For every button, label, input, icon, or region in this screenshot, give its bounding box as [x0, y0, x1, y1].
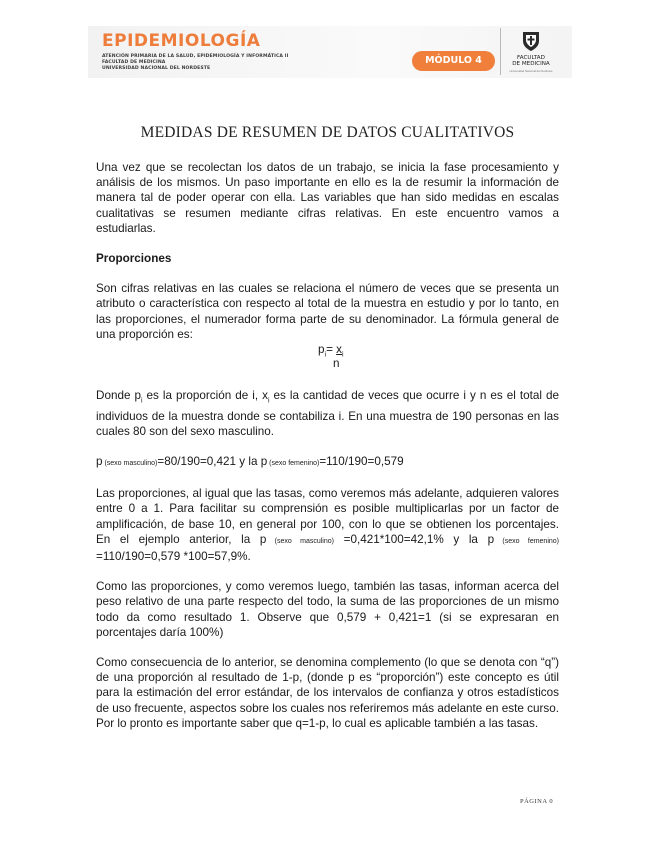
subtitle-line: ATENCIÓN PRIMARIA DE LA SALUD, EPIDEMIOLOGÍA Y INFORMÁTICA II	[102, 54, 289, 59]
definition-paragraph: Son cifras relativas en las cuales se relaciona el número de veces que se presenta un atributo o característica con respecto al total de la muestra en estudio y por lo tanto, en las proporciones, el numerador forma parte de su denominador. La fórmula general de una proporción es:	[96, 282, 559, 341]
subtitle-line: UNIVERSIDAD NACIONAL DEL NORDESTE	[102, 66, 211, 71]
subscript: (sexo femenino)	[494, 537, 559, 545]
explanation-paragraph	[96, 388, 559, 439]
subscript: (sexo masculino)	[102, 459, 158, 467]
percentage-paragraph	[96, 486, 559, 564]
subtitle-line: FACULTAD DE MEDICINA	[102, 60, 166, 65]
text-run: =0,421*100=42,1% y la p	[333, 532, 495, 546]
section-heading: Proporciones	[96, 252, 172, 266]
text-run: Donde p	[96, 389, 141, 403]
page-title: MEDIDAS DE RESUMEN DE DATOS CUALITATIVOS	[140, 124, 515, 141]
text-run: Las proporciones, al igual que las tasas, como veremos más adelante, adquieren valores entre 0 a 1. Para facilitar su comprensión es posible multiplicarlas por un factor de amplificación, de base 10, en general por 100, con lo que se obtienen los porcentajes. En el ejemplo anterior, la p	[96, 487, 559, 546]
faculty-subtext: Universidad Nacional del Nordeste	[509, 69, 553, 73]
formula-numerator-line	[318, 342, 344, 363]
university-shield-icon	[520, 30, 542, 52]
text-run: es la cantidad de veces que ocurre i y n es el total de individuos de la muestra donde se contabiliza i. En una muestra de 190 personas en las cuales 80 son del sexo masculino.	[96, 389, 559, 438]
brand-title: EPIDEMIOLOGÍA	[102, 31, 261, 51]
formula-lhs: p	[318, 343, 325, 357]
faculty-text: FACULTAD DE MEDICINA	[512, 55, 550, 68]
text-run: =110/190=0,579	[319, 454, 404, 468]
page-number: PÁGINA 0	[520, 798, 554, 805]
header-banner	[88, 26, 572, 78]
sum-paragraph: Como las proporciones, y como veremos luego, también las tasas, informan acerca del peso relativo de una parte respecto del todo, la suma de las proporciones de un mismo todo da como resultado 1. Observe que 0,579 + 0,421=1 (si se expresaran en porcentajes daría 100%)	[96, 580, 559, 639]
subscript: (sexo femenino)	[267, 459, 320, 467]
formula-lhs-subscript: i	[324, 351, 327, 359]
text-run: =80/190=0,421 y la p	[157, 454, 268, 468]
faculty-label	[502, 55, 560, 67]
text-run: =110/190=0,579 *100=57,9%.	[96, 549, 251, 563]
formula-numerator-subscript: i	[342, 351, 344, 359]
subscript: (sexo masculino)	[266, 537, 334, 545]
formula-denominator: n	[333, 357, 340, 371]
formula-equals: =	[326, 343, 337, 357]
complement-paragraph: Como consecuencia de lo anterior, se denomina complemento (lo que se denota con “q”) de una proporción al resultado de 1-p, (donde p es “proporción”) este concepto es útil para la estimación del error estándar, de los intervalos de confianza y otros estadísticos de uso frecuente, aspectos sobre los cuales nos referiremos más adelante en este curso. Por lo pronto es importante saber que q=1-p, lo cual es aplicable también a las tasas.	[96, 656, 559, 730]
text-run: es la proporción de i, x	[142, 389, 268, 403]
intro-paragraph: Una vez que se recolectan los datos de un trabajo, se inicia la fase procesamiento y análisis de los mismos. Un paso importante en ello es la de resumir la información de manera tal de poder operar con ella. Las variables que han sido medidas en escalas cualitativas se resumen mediante cifras relativas. En este encuentro vamos a estudiarlas.	[96, 161, 559, 235]
subscript: i	[267, 397, 270, 405]
proportion-formula	[96, 342, 559, 373]
header-divider	[500, 28, 501, 75]
module-badge: MÓDULO 4	[412, 51, 495, 71]
example-line	[96, 454, 559, 471]
subscript: i	[140, 397, 143, 405]
formula-numerator: x	[336, 343, 342, 357]
document-body	[96, 160, 559, 731]
text-run: p	[96, 454, 103, 468]
